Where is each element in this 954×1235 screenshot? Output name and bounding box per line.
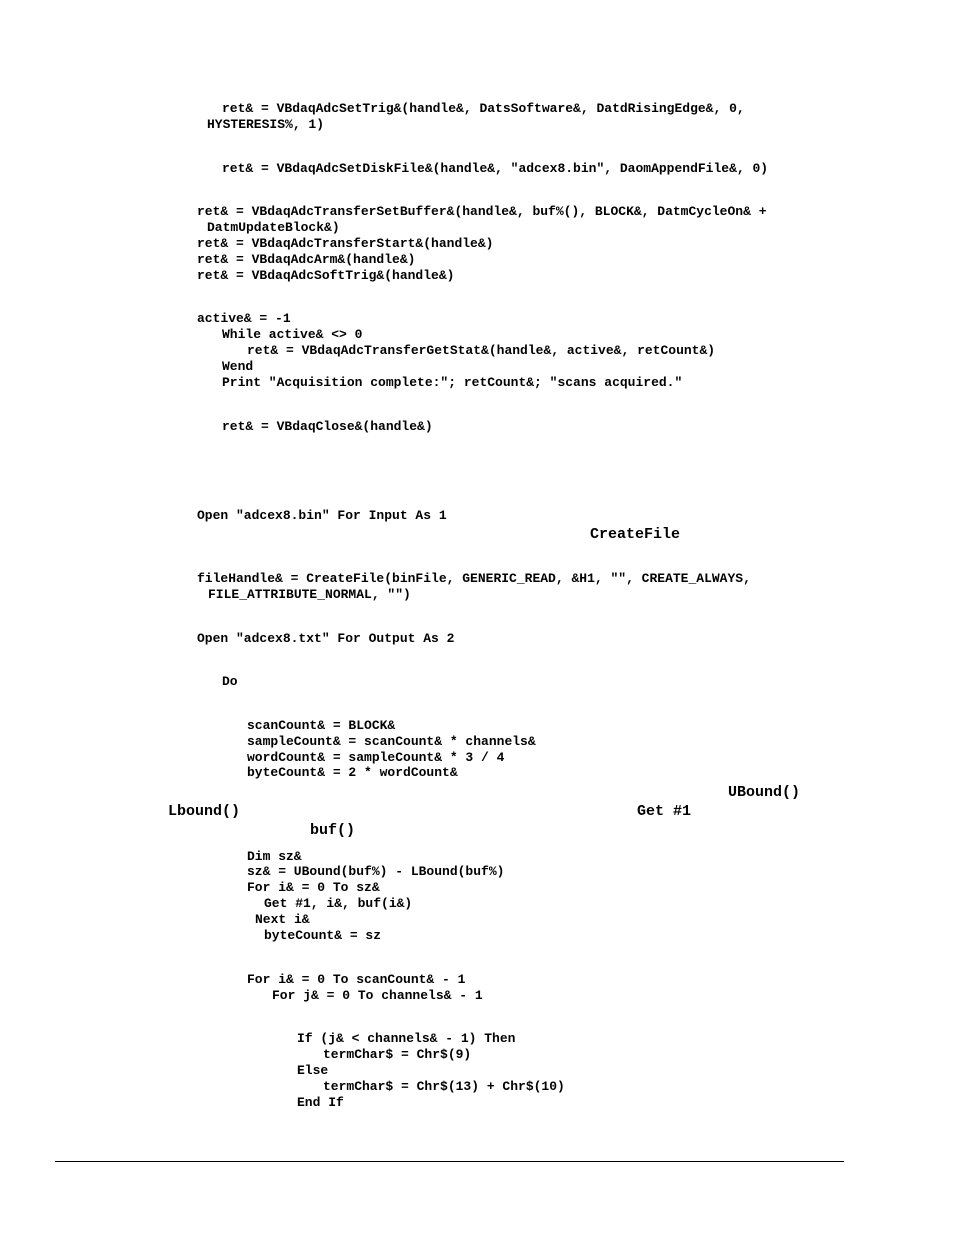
code-line-open-bin: Open "adcex8.bin" For Input As 1	[197, 508, 447, 523]
code-line-for-sz: For i& = 0 To sz&	[247, 880, 380, 895]
code-line-while: While active& <> 0	[222, 327, 363, 342]
code-line-sz: sz& = UBound(buf%) - LBound(buf%)	[247, 864, 505, 879]
code-line-setbuffer: ret& = VBdaqAdcTransferSetBuffer&(handle&, buf%(), BLOCK&, DatmCycleOn& +	[197, 204, 767, 219]
code-line-wordcount: wordCount& = sampleCount& * 3 / 4	[247, 750, 505, 765]
code-line-bytecount-sz: byteCount& = sz	[264, 928, 382, 943]
code-line-transferstart: ret& = VBdaqAdcTransferStart&(handle&)	[197, 236, 494, 251]
code-line-getstat: ret& = VBdaqAdcTransferGetStat&(handle&, active&, retCount&)	[247, 343, 716, 358]
inline-code-get1: Get #1	[637, 803, 692, 820]
code-line-setbuffer-cont: DatmUpdateBlock&)	[207, 220, 340, 235]
inline-code-buf: buf()	[310, 822, 356, 839]
inline-code-ubound: UBound()	[728, 784, 801, 801]
code-line-setdiskfile: ret& = VBdaqAdcSetDiskFile&(handle&, "adcex8.bin", DaomAppendFile&, 0)	[222, 161, 769, 176]
code-line-endif: End If	[297, 1095, 344, 1110]
code-line-softtrig: ret& = VBdaqAdcSoftTrig&(handle&)	[197, 268, 455, 283]
code-line-wend: Wend	[222, 359, 254, 374]
code-line-else: Else	[297, 1063, 329, 1078]
code-line-createfile-cont: FILE_ATTRIBUTE_NORMAL, "")	[208, 587, 411, 602]
code-line-dim: Dim sz&	[247, 849, 302, 864]
code-line-settrig-cont: HYSTERESIS%, 1)	[207, 117, 325, 132]
code-line-get: Get #1, i&, buf(i&)	[264, 896, 413, 911]
code-line-settrig: ret& = VBdaqAdcSetTrig&(handle&, DatsSoftware&, DatdRisingEdge&, 0,	[222, 101, 745, 116]
code-line-for-scan: For i& = 0 To scanCount& - 1	[247, 972, 466, 987]
code-line-crlf: termChar$ = Chr$(13) + Chr$(10)	[323, 1079, 565, 1094]
code-line-bytecount: byteCount& = 2 * wordCount&	[247, 765, 458, 780]
code-line-do: Do	[222, 674, 238, 689]
code-line-for-j: For j& = 0 To channels& - 1	[272, 988, 483, 1003]
code-line-tab: termChar$ = Chr$(9)	[323, 1047, 472, 1062]
code-line-open-txt: Open "adcex8.txt" For Output As 2	[197, 631, 455, 646]
code-line-close: ret& = VBdaqClose&(handle&)	[222, 419, 433, 434]
code-line-createfile: fileHandle& = CreateFile(binFile, GENERIC_READ, &H1, "", CREATE_ALWAYS,	[197, 571, 751, 586]
code-line-print: Print "Acquisition complete:"; retCount&; "scans acquired."	[222, 375, 683, 390]
footer-rule	[55, 1161, 844, 1162]
code-line-scancount: scanCount& = BLOCK&	[247, 718, 396, 733]
inline-code-createfile: CreateFile	[590, 526, 681, 543]
code-line-active-init: active& = -1	[197, 311, 291, 326]
code-line-samplecount: sampleCount& = scanCount& * channels&	[247, 734, 536, 749]
code-line-if: If (j& < channels& - 1) Then	[297, 1031, 516, 1046]
inline-code-lbound: Lbound()	[168, 803, 241, 820]
code-line-next-i: Next i&	[255, 912, 310, 927]
code-line-arm: ret& = VBdaqAdcArm&(handle&)	[197, 252, 416, 267]
